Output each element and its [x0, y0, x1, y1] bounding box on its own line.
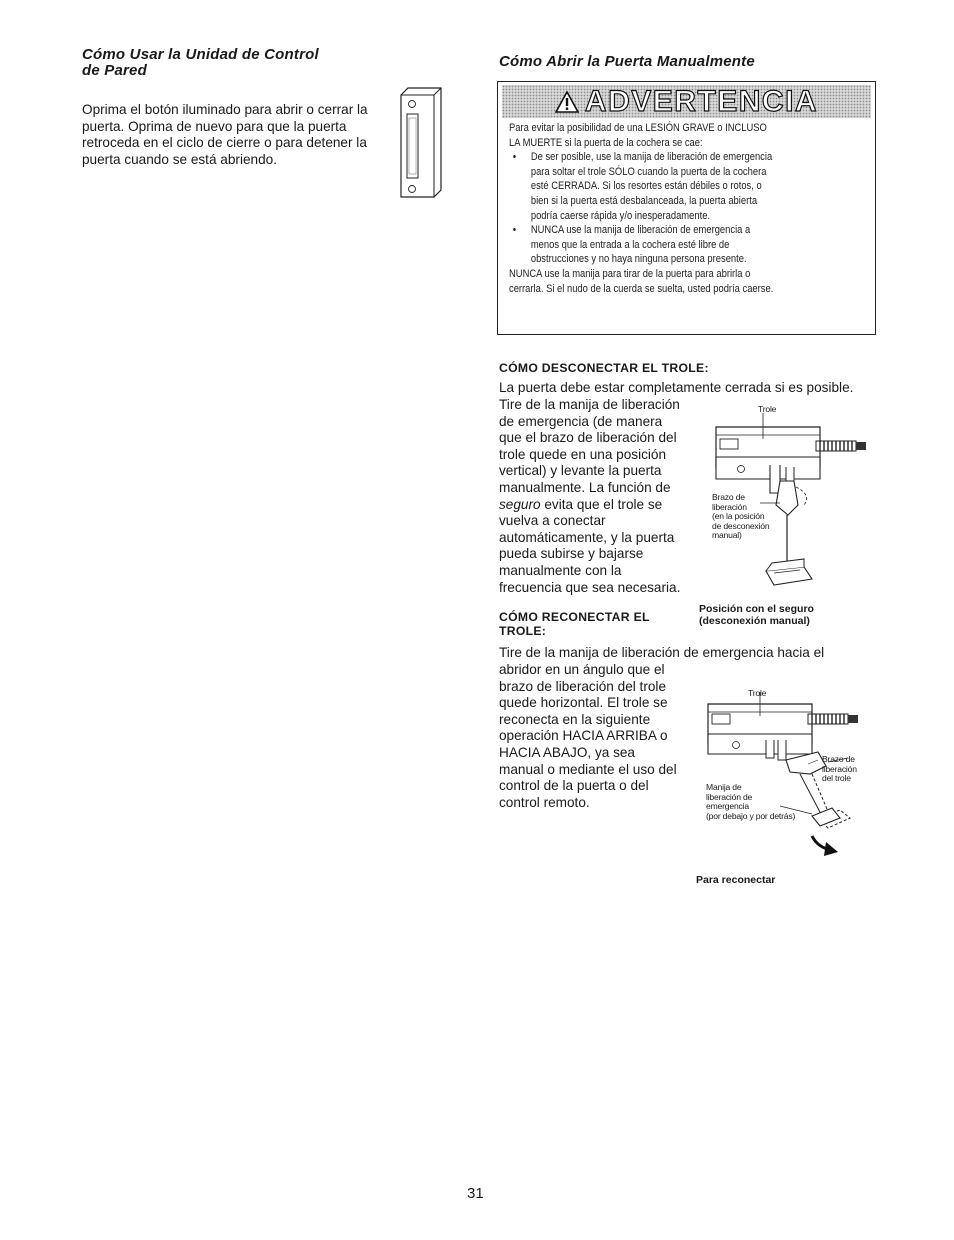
disconnect-heading: CÓMO DESCONECTAR EL TROLE: [499, 361, 709, 375]
trolley-label-disconnect: Trole [758, 404, 777, 414]
warning-bullet: • De ser posible, use la manija de liberación de emergencia para soltar el trole SÓLO cuando la puerta de la cochera esté CERRADA. Si los resortes están débiles o rotos, o bien si la puerta está desbalanceada, la puerta abierta podría caerse rápida y/o inesperadamente. [524, 150, 870, 223]
reconnect-full-line: Tire de la manija de liberación de emergencia hacia el [499, 645, 825, 660]
release-handle-label: Manija de liberación de emergencia (por debajo y por detrás) [706, 782, 796, 821]
warning-bullet: • NUNCA use la manija de liberación de emergencia a menos que la entrada a la cochera esté libre de obstrucciones y no haya ninguna persona presente. [524, 223, 870, 267]
reconnect-text: abridor en un ángulo que el brazo de liberación del trole quede horizontal. El trole se reconecta en la siguiente operación HACIA ARRIBA o HACIA ABAJO, ya sea manual o mediante el uso del control de la puerta o del control remoto. [499, 662, 677, 810]
release-arm-label-disconnect: Brazo de liberación (en la posición de desconexión manual) [712, 492, 770, 541]
warning-box [497, 81, 876, 335]
disconnect-caption: Posición con el seguro (desconexión manual) [699, 603, 814, 627]
reconnect-heading: CÓMO RECONECTAR EL TROLE: [499, 610, 650, 638]
warning-title: ADVERTENCIA [584, 84, 819, 118]
reconnect-caption: Para reconectar [696, 874, 776, 886]
warning-text: Para evitar la posibilidad de una LESIÓN GRAVE o INCLUSO LA MUERTE si la puerta de la cochera se cae: • De ser posible, use la manija de liberación de emergencia para soltar el trole SÓLO cuando la puerta de la cochera esté CERRADA. Si los resortes están débiles o rotos, o bien si la puerta está desbalanceada, la puerta abierta podría caerse rápida y/o inesperadamente. • NUNCA use la manija de liberación de emergencia a menos que la entrada a la cochera esté libre de obstrucciones y no haya ninguna persona presente. NUNCA use la manija para tirar de la puerta para abrirla o cerrarla. Si el nudo de la cuerda se suelta, usted podría caerse. [509, 121, 870, 296]
wall-control-title: Cómo Usar la Unidad de Control de Pared [82, 46, 319, 79]
manual-open-title: Cómo Abrir la Puerta Manualmente [499, 53, 755, 70]
wall-control-illustration [396, 86, 446, 200]
warning-triangle-icon [555, 91, 579, 113]
seguro-emphasis: seguro [499, 496, 541, 512]
trolley-label-reconnect: Trole [748, 688, 767, 698]
release-arm-label-reconnect: Brazo de liberación del trole [822, 754, 857, 784]
disconnect-text: Tire de la manija de liberación de emergencia (de manera que el brazo de liberación del trole quede en una posición vertical) y levante la puerta manualmente. La función de seguro evita que el trole se vuelva a conectar automáticamente, y la puerta pueda subirse y bajarse manualmente con la frecuencia que sea necesaria. [499, 397, 681, 595]
page-number: 31 [467, 1185, 484, 1202]
wall-control-text: Oprima el botón iluminado para abrir o cerrar la puerta. Oprima de nuevo para que la puerta retroceda en el ciclo de cierre o para detener la puerta cuando se está abriendo. [82, 102, 368, 167]
warning-banner [502, 85, 871, 118]
disconnect-full-line: La puerta debe estar completamente cerrada si es posible. [499, 380, 854, 395]
